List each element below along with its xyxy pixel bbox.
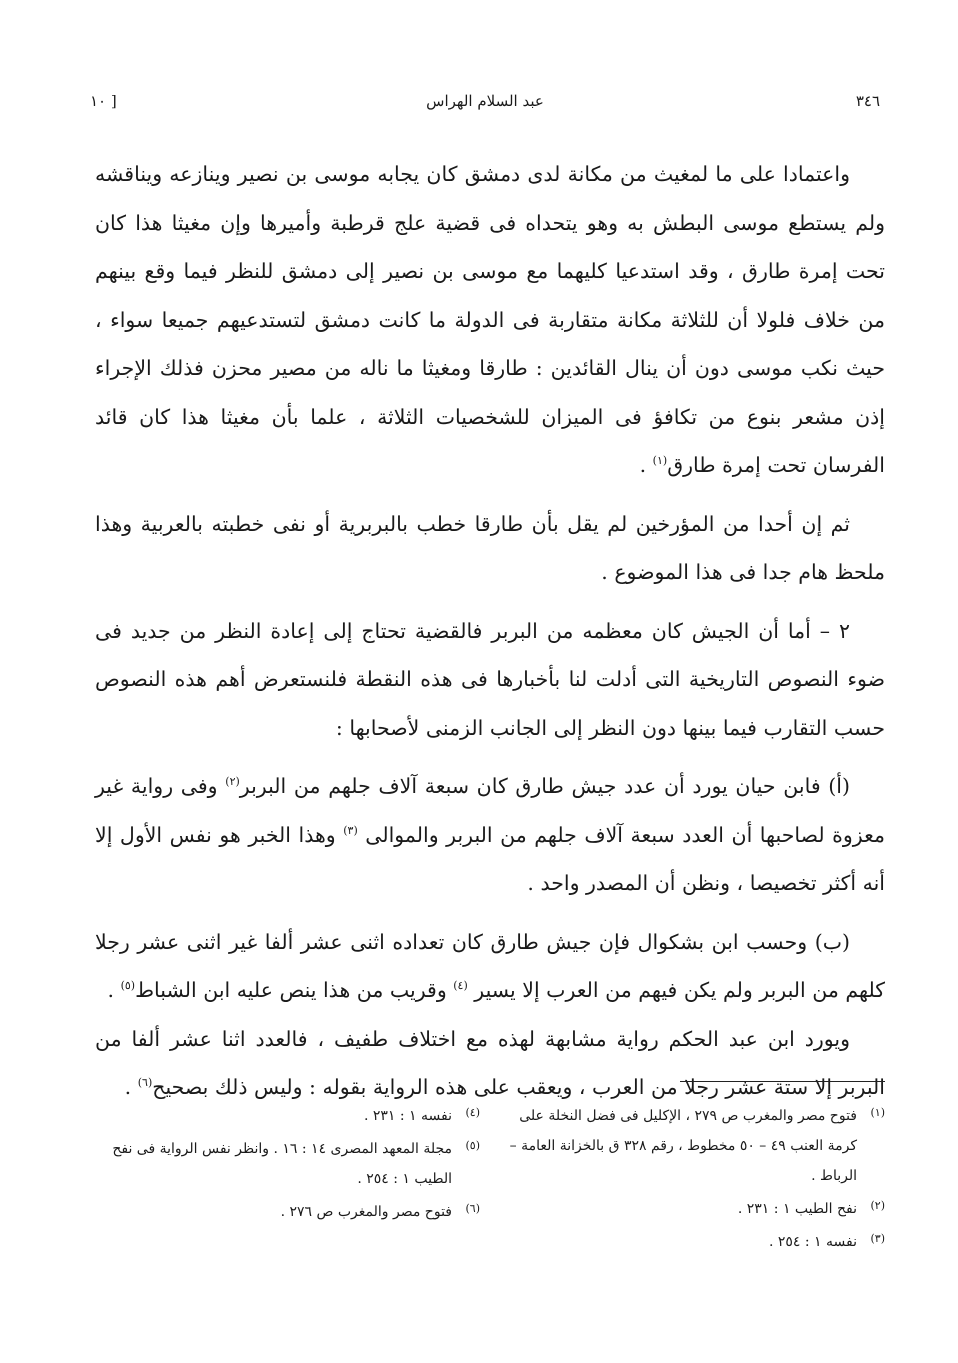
footnote-3	[500, 1224, 885, 1257]
footnote-1-number: (١)	[870, 1106, 885, 1119]
paragraph-c-part1: ويورد ابن عبد الحكم رواية مشابهة لهذه مع اختلاف طفيف ، فالعدد اثنا عشر ألفا من البربر إلا ستة عشر رجلا من العرب ، ويعقب على هذه الرواية بقوله : وليس ذلك بصحيح	[95, 1026, 885, 1099]
main-text	[95, 150, 885, 1122]
footnotes-right-column	[500, 1098, 885, 1257]
footnote-3-text: نفسه ١ : ٢٥٤ .	[768, 1234, 857, 1250]
page-header	[90, 92, 880, 122]
footnote-6-number: (٦)	[465, 1202, 480, 1215]
paragraph-c	[95, 1015, 885, 1112]
note-ref-3: (٣)	[343, 823, 358, 837]
footnote-6	[95, 1194, 480, 1227]
footnote-4	[95, 1098, 480, 1131]
footnote-1-text: فتوح مصر والمغرب ص ٢٧٩ ، الإكليل فى فضل النخلة على كرمة العنب ٤٩ – ٥٠ مخطوط ، رقم ٣٢٨ ق بالخزانة العامة – الرباط .	[509, 1108, 857, 1184]
paragraph-c-part2: .	[124, 1075, 138, 1099]
paragraph-a-part2: وفى رواية غير معزوة لصاحبها أن العدد سبعة آلاف جلهم من البربر والموالى	[95, 774, 885, 847]
page-number: ٣٤٦	[855, 92, 880, 110]
paragraph-2-text: ثم إن أحدا من المؤرخين لم يقل بأن طارقا خطب بالبربرية أو نفى خطبته بالعربية وهذا ملحظ هام جدا فى هذا الموضوع .	[95, 511, 885, 584]
paragraph-1-text: واعتمادا على ما لمغيث من مكانة لدى دمشق كان يجابه موسى بن نصير وينازعه ويناقشه ولم يستطع موسى البطش به وهو يتحداه فى قضية علج قرطبة وأميرها وإن مغيثا هذا كان تحت إمرة طارق ، وقد استدعيا كليهما مع موسى بن نصير إلى دمشق للنظر فيما وقع بينهم من خلاف فلولا أن للثلاثة مكانة متقاربة فى الدولة ما كانت دمشق لتستدعيهم جميعا سواء ، حيث نكب موسى دون أن ينال القائدين : طارقا ومغيثا ما ناله من مصير محزن فذلك الإجراء إذن مشعر بنوع من تكافؤ فى الميزان للشخصيات الثلاثة ، علما بأن مغيثا هذا كان قائد الفرسان تحت إمرة طارق	[95, 162, 885, 477]
footnote-6-text: فتوح مصر والمغرب ص ٢٧٦ .	[280, 1204, 452, 1220]
paragraph-1-end: .	[639, 453, 653, 477]
paragraph-2	[95, 500, 885, 597]
paragraph-a-part1: (أ) فابن حيان يورد أن عدد جيش طارق كان سبعة آلاف جلهم من البربر	[239, 774, 851, 798]
footnote-5-number: (٥)	[465, 1139, 480, 1152]
paragraph-1	[95, 150, 885, 490]
footnote-5	[95, 1131, 480, 1194]
note-ref-1: (١)	[652, 454, 668, 468]
footnotes-left-column	[95, 1098, 480, 1227]
paragraph-3-text: ٢ – أما أن الجيش كان معظمه من البربر فالقضية تحتاج إلى إعادة النظر من جديد فى ضوء النصوص التاريخية التى أدلت لنا بأخبارها فى هذه النقطة فلنستعرض أهم هذه النصوص حسب التقارب فيما بينها دون النظر إلى الجانب الزمنى لأصحابها :	[95, 618, 885, 740]
paragraph-a	[95, 762, 885, 908]
footnote-3-number: (٣)	[870, 1232, 885, 1245]
footnote-4-text: نفسه ١ : ٢٣١ .	[363, 1108, 452, 1124]
running-title: عبد السلام الهراس	[426, 92, 544, 110]
paragraph-b-part2: وقريب من هذا ينص عليه ابن الشباط	[135, 978, 454, 1002]
footnote-divider	[680, 1081, 885, 1082]
header-bracket-mark: [ ١٠	[90, 92, 117, 110]
note-ref-4: (٤)	[453, 979, 468, 993]
paragraph-b	[95, 918, 885, 1015]
footnote-1	[500, 1098, 885, 1191]
paragraph-b-part3: .	[107, 978, 121, 1002]
paragraph-a-part3: وهذا الخبر هو نفس الأول إلا أنه أكثر تخصيصا ، ونظن أن المصدر واحد .	[95, 822, 885, 895]
note-ref-2: (٢)	[225, 775, 240, 789]
footnote-4-number: (٤)	[465, 1106, 480, 1119]
paragraph-3	[95, 607, 885, 753]
paragraph-b-part1: (ب) وحسب ابن بشكوال فإن جيش طارق كان تعداده اثنى عشر ألفا غير اثنى عشر رجلا كلهم من البربر ولم يكن فيهم من العرب إلا يسير	[95, 929, 885, 1002]
footnote-2	[500, 1191, 885, 1224]
footnote-2-number: (٢)	[870, 1199, 885, 1212]
footnote-2-text: نفح الطيب ١ : ٢٣١ .	[737, 1201, 857, 1217]
footnote-5-text: مجلة المعهد المصرى ١٤ : ١٦ . وانظر نفس الرواية فى نفح الطيب ١ : ٢٥٤ .	[112, 1141, 452, 1187]
note-ref-6: (٦)	[137, 1076, 153, 1090]
note-ref-5: (٥)	[120, 979, 136, 993]
